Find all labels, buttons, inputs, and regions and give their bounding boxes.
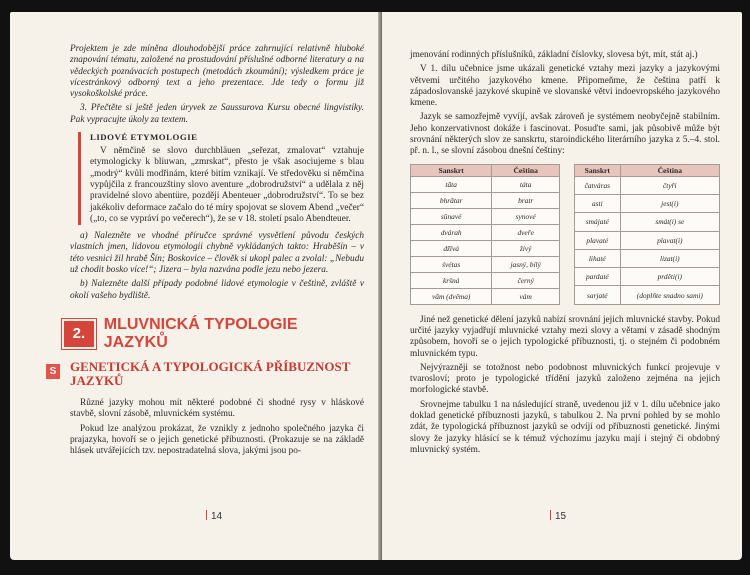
chapter-number: 2.: [62, 319, 96, 349]
table-cell: čatváras: [575, 176, 621, 194]
table-cell: sarjaté: [575, 286, 621, 304]
table-cell: lihaté: [575, 249, 621, 267]
table-header: Sanskrt: [575, 164, 621, 176]
table-cell: plavaté: [575, 231, 621, 249]
chapter-heading: [62, 316, 364, 352]
right-page: [382, 12, 742, 560]
table-cell: synové: [492, 208, 560, 224]
table-cell: (doplňte snadno sami): [620, 286, 719, 304]
box-title: LIDOVÉ ETYMOLOGIE: [90, 132, 198, 143]
box-text: V němčině se slovo durchbläuen „seřezat, zmalovat“ vztahuje etymologicky k bliuwan, „zmrskat“, přesto je však asociujeme s blau „modrý“ kvůli modřinám, které bitím vznikají. Ve středověku si němčina vypůjčila z francouzštiny slovo aventure „dobrodružství“ a udělala z něj pravidelné slovo abentüre, později Abenteuer „dobrodružství“. To se bez jakékoliv deformace začalo do té míry spojovat se slovem Abend „večer“ („to, co se vypráví po večerech“), že se v 18. století psalo Abendteuer.: [90, 146, 364, 224]
right-paragraph-0: jmenování rodinných příslušníků, základní číslovky, slovesa být, mít, stát aj.): [410, 50, 698, 60]
chapter-title: MLUVNICKÁ TYPOLOGIE JAZYKŮ: [103, 315, 298, 351]
right-paragraph-3: Jiné než genetické dělení jazyků nabízí srovnání jejich mluvnické stavby. Pokud určité jazyky vyjadřují mluvnické vztahy mezi slovy a větami v zásadě shodným způsobem, hovoří se o jejich typologické příbuznosti, tj. o stejném či podobném mluvnickém typu.: [410, 314, 720, 359]
table-row: [411, 224, 560, 240]
section-heading: [49, 358, 364, 388]
table-header: Čeština: [492, 164, 560, 176]
table-cell: tāta: [411, 176, 492, 192]
page-number-right: 15: [550, 510, 566, 522]
table-header: Sanskrt: [411, 164, 492, 176]
table-cell: pardaté: [575, 268, 621, 286]
right-paragraph-4: Nejvýrazněji se totožnost nebo podobnost mluvnických funkcí projevuje v tvarosloví; proto je typologické třídění jazyků založeno zejména na jejich morfologické stavbě.: [410, 362, 720, 396]
sanskrit-table-1: [410, 164, 560, 305]
table-cell: prděti(i): [620, 268, 719, 286]
right-paragraph-1: V 1. dílu učebnice jsme ukázali genetické vztahy mezi jazyky a jazykovými větvemi určitého jazykového kmene. Připomeňme, že čeština patří k západoslovanské jazykové skupině ve slovanské větvi indoevropského jazykového kmene.: [410, 64, 720, 109]
right-paragraph-5: Srovnejme tabulku 1 na následující straně, uvedenou již v 1. dílu učebnice jako doklad genetické příbuznosti jazyků, s tabulkou 2. Na první pohled by se mohlo zdát, že typologická příbuznost jazyků se odvíjí od příbuznosti genetické. Jinými slovy že jazyky hlásící se k témuž výchozímu jazyku mají i stejný či obdobný mluvnický systém.: [410, 399, 720, 455]
table-cell: vám: [492, 288, 560, 304]
table-cell: dveře: [492, 224, 560, 240]
table-row: [411, 192, 560, 208]
table-row: [411, 240, 560, 256]
table-row: [411, 256, 560, 272]
table-row: [575, 268, 720, 286]
table-row: [411, 208, 560, 224]
left-page: [10, 12, 380, 560]
table-cell: bratr: [492, 192, 560, 208]
table-row: [575, 194, 720, 212]
table-row: [575, 231, 720, 249]
intro-paragraph: Projektem je zde míněna dlouhodobější práce zahrnující relativně hluboké znapování tématu, založené na prostudování příslušné odborné literatury a na vědeckých poznávacích postupech (metodách zkoumání); výsledkem práce je vícestránkový odborný text a jeho prezentace. Jde tedy o formu již vysokoškolské práce.: [70, 44, 364, 100]
table-cell: asti: [575, 194, 621, 212]
page-number-left: 14: [206, 510, 222, 522]
right-paragraph-2: Jazyk se samozřejmě vyvíjí, avšak zároveň je systémem neobyčejně stabilním. Jeho konzervativnost dokáže i fascinovat. Posuďte sami, jak působivě může být srovnání některých slov ze sanskrtu, staroindického literárního jazyka z 5.–4. stol. př. n. l., se slovní zásobou dnešní češtiny:: [410, 112, 720, 157]
table-row: [575, 286, 720, 304]
body-paragraph-1: Různé jazyky mohou mít některé podobné či shodné rysy v hláskové stavbě, slovní zásobě, mluvnickém systému.: [70, 397, 364, 420]
table-row: [411, 176, 560, 192]
section-title: GENETICKÁ A TYPOLOGICKÁ PŘÍBUZNOST JAZYKŮ: [70, 358, 351, 388]
table-cell: jest(i): [620, 194, 719, 212]
section-badge: S: [46, 364, 60, 379]
table-row: [575, 213, 720, 231]
table-cell: vām (dvěma): [411, 288, 492, 304]
table-cell: kršná: [411, 272, 492, 288]
table-cell: čtyři: [620, 176, 719, 194]
table-cell: śvétas: [411, 256, 492, 272]
table-cell: plavat(i): [620, 231, 719, 249]
table-cell: sūnavé: [411, 208, 492, 224]
task-a: a) Nalezněte ve vhodné příručce správné vysvětlení původu českých vlastních jmen, lidovou etymologii chybně vykládaných takto: Hraběšín – v této vesnici žil hrabě Šín; Boskovice – člověk si ukopl palec a zvolal: „Nebudu už chodit bosko více!“; Jizera – byla nazvána podle jezu nebo jezera.: [70, 231, 364, 276]
table-cell: bhrātar: [411, 192, 492, 208]
table-cell: lizat(i): [620, 249, 719, 267]
table-cell: jasný, bílý: [492, 256, 560, 272]
table-row: [411, 272, 560, 288]
task-b: b) Nalezněte další případy podobné lidové etymologie v češtině, zvláště v okolí vašeho bydliště.: [70, 279, 364, 301]
table-cell: táta: [492, 176, 560, 192]
table-cell: černý: [492, 272, 560, 288]
comparison-tables: [410, 164, 720, 305]
table-cell: živý: [492, 240, 560, 256]
body-paragraph-2: Pokud lze analýzou prokázat, že vznikly z jednoho společného jazyka či prajazyka, hovoří se o jejich genetické příbuznosti. (Prokazuje se na základě hlásek utvářejících tzv. nepostradatelná slova, jakými jsou po-: [70, 423, 364, 457]
table-cell: džīvá: [411, 240, 492, 256]
table-header: Čeština: [620, 164, 719, 176]
table-row: [411, 288, 560, 304]
table-row: [575, 249, 720, 267]
table-row: [575, 176, 720, 194]
etymology-box: [78, 132, 364, 225]
table-cell: smájaté: [575, 213, 621, 231]
table-cell: dvárah: [411, 224, 492, 240]
task-3: 3. Přečtěte si ještě jeden úryvek ze Saussurova Kursu obecné lingvistiky. Pak vypracujte úkoly za textem.: [70, 103, 364, 125]
sanskrit-table-2: [574, 164, 720, 305]
table-cell: smát(i) se: [620, 213, 719, 231]
